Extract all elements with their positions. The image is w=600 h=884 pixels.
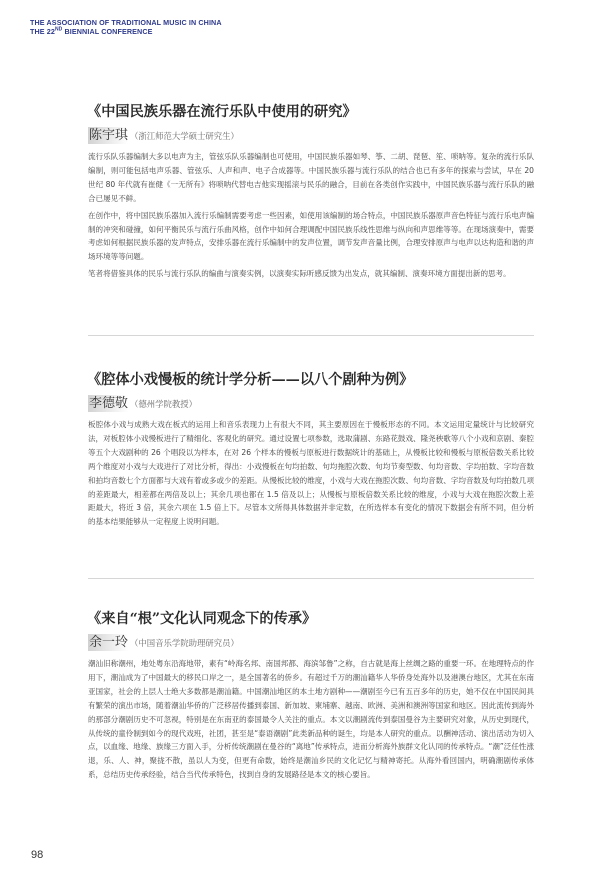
header-line-2-suffix: BIENNIAL CONFERENCE <box>62 27 153 36</box>
author-affiliation: （德州学院教授） <box>130 399 198 409</box>
author-line <box>88 632 534 652</box>
author-affiliation: （浙江师范大学硕士研究生） <box>130 131 239 141</box>
page-number: 98 <box>31 849 44 861</box>
header-line-2 <box>30 27 222 36</box>
article-body <box>88 150 534 281</box>
author-name: 李德敬 <box>89 396 129 411</box>
author-line <box>88 393 534 413</box>
paragraph: 在创作中，将中国民族乐器加入流行乐编制需要考虑一些因素，如使用该编制的场合特点，中国民族乐器原声音色特征与流行乐电声编制的冲突和碰撞，如何平衡民乐与流行乐曲风格，创作中如何合理调配中国民族乐线性思维与纵向和声思维等等。在现场演奏中，需要考虑如何根据民族乐器的发声特点，安排乐器在流行乐编制中的发声位置，调节发声音量比例，合理安排原声与电声以达构造和谐的声场环境等等问题。 <box>88 210 534 262</box>
author-affiliation: （中国音乐学院助理研究员） <box>130 638 239 648</box>
author-name: 陈宇琪 <box>89 128 129 143</box>
section-divider <box>88 578 534 579</box>
paragraph: 板腔体小戏与成熟大戏在板式的运用上和音乐表现力上有很大不同，其主要原因在于慢板形态的不同。本文运用定量统计与比较研究法，对板腔体小戏慢板进行了精细化、客观化的研究。通过设置七项参数，选取蒲剧、东路花鼓戏、隆尧秧歌等八个小戏和京剧、秦腔等五个大戏剧种的 26 个唱段以为样本，在对 26 个样本的慢板与原板进行数据统计的基础上，从慢板比较和慢板与原板倍数关系比较两个维度对小戏与大戏进行了对比分析，得出：小戏慢板在句均拍数、句均拖腔次数、句均节奏型数、句均音数、字均拍数、字均音数和拍均音数七个方面都与大戏有着或多或少的差距。从慢板比较的维度，小戏与大戏在拖腔次数、句均音数、字均音数及句均拍数几项的差距最大，相差都在两倍及以上；其余几项也都在 1.5 倍及以上；从慢板与原板倍数关系比较的维度，小戏与大戏在拖腔次数上差距最大，将近 3 倍，其余六项在 1.5 倍上下。尽管本文所得具体数据并非定数，在所选样本有变化的情况下数据会有所不同，但分析的基本结果能够从一定程度上说明问题。 <box>88 420 534 527</box>
article-body <box>88 418 534 529</box>
section-divider <box>88 335 534 336</box>
article-1 <box>88 103 534 281</box>
article-title: 《腔体小戏慢板的统计学分析——以八个剧种为例》 <box>87 372 414 388</box>
article-title: 《中国民族乐器在流行乐队中使用的研究》 <box>87 104 357 120</box>
header-line-1: THE ASSOCIATION OF TRADITIONAL MUSIC IN CHINA <box>30 18 222 27</box>
article-title: 《来自“根”文化认同观念下的传承》 <box>87 611 317 627</box>
paragraph: 笔者将借鉴具体的民乐与流行乐队的编曲与演奏实例，以演奏实际听感反馈为出发点，就其编制、演奏环境方面提出新的思考。 <box>88 269 511 279</box>
article-3 <box>88 610 534 782</box>
author-line <box>88 125 534 145</box>
header-line-2-prefix: THE 22 <box>30 27 55 36</box>
conference-header <box>30 18 222 36</box>
paragraph: 流行乐队乐器编制大多以电声为主，管弦乐队乐器编制也可使用，中国民族乐器如琴、筝、二胡、琵琶、笙、唢呐等。复杂的流行乐队编制，则可能包括电声乐器、管弦乐、人声和声、电子合成器等。中国民族乐器与流行乐队的结合也已有多年的探索与尝试，早在 20 世纪 80 年代就有崔健《一无所有》将唢呐代替电吉他实现摇滚与民乐的融合，目前在各类创作实践中，中国民族乐器与流行乐队的融合已屡见不鲜。 <box>88 152 534 203</box>
paragraph: 潮汕旧称潮州，地处粤东沿海地带，素有“岭海名邦、南国邦都、海滨邹鲁”之称，自古就是海上丝绸之路的重要一环。在地理特点的作用下，潮汕成为了中国最大的移民口岸之一，是全国著名的侨乡。有超过千万的潮汕籍华人华侨身处海外以及港澳台地区，尤其在东南亚国家，社会的上层人士绝大多数都是潮汕籍。中国潮汕地区的本土地方剧种——潮剧至今已有五百多年的历史，她不仅在中国民间具有繁荣的演出市场，随着潮汕华侨的广泛移居传播到泰国、新加坡、柬埔寨、越南、欧洲、美洲和澳洲等国家和地区。因此流传到海外的那部分潮剧历史不可忽视，特别是在东南亚的泰国最令人关注的重点。本文以潮剧流传到泰国曼谷为主要研究对象，从历史到现代，从传统的童伶制到如今的现代戏班，社团，甚至是“泰语潮剧”此类新品种的诞生，均是本人研究的重点。以酬神活动、演出活动为切入点，以血缘、地缘、族缘三方面入手，分析传统潮剧在曼谷的“离地”传承特点，进而分析海外族群文化认同的传承特点。“潮”泛任性涨退，乐、人、神，聚拢不散，虽以人为变，但更有命数，始终是潮汕乡民的文化记忆与精神寄托。从海外看回国内，明确潮剧传承体系，总结历史传承经验，结合当代传承特色，找到自身的发展路径是本文的核心要旨。 <box>88 659 534 780</box>
article-2 <box>88 371 534 529</box>
article-body <box>88 657 534 782</box>
author-name: 余一玲 <box>89 635 129 650</box>
header-line-2-ordinal: ND <box>54 26 63 33</box>
